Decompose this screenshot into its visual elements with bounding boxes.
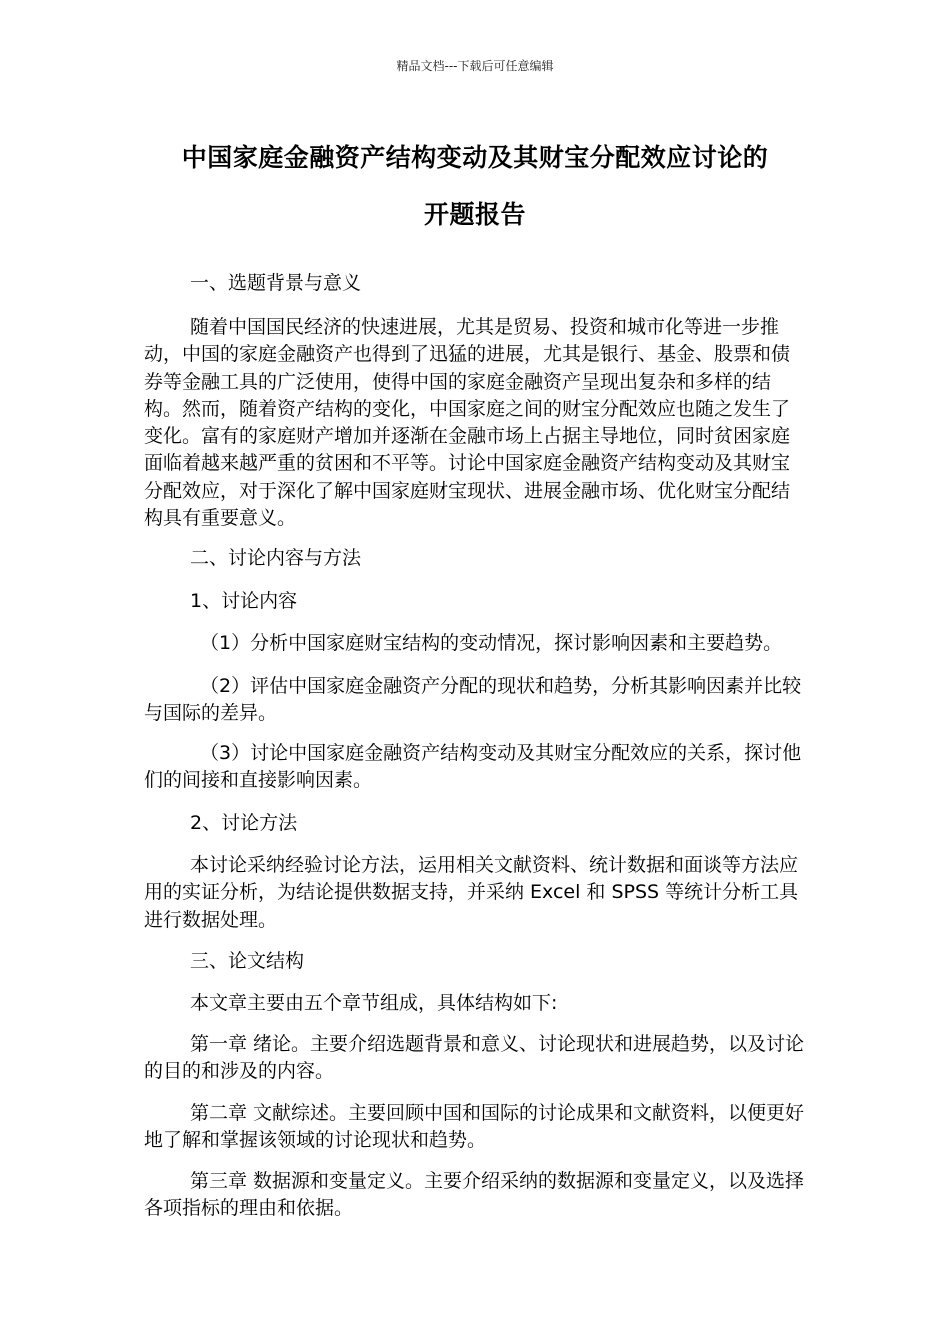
research-item-2: （2）评估中国家庭金融资产分配的现状和趋势，分析其影响因素并比较与国际的差异。 <box>144 675 802 725</box>
research-item-3: （3）讨论中国家庭金融资产结构变动及其财宝分配效应的关系，探讨他们的间接和直接影响因素。 <box>144 742 802 792</box>
section-3-heading: 三、论文结构 <box>190 950 305 972</box>
section-1-paragraph: 随着中国国民经济的快速进展，尤其是贸易、投资和城市化等进一步推动，中国的家庭金融资产也得到了迅猛的进展，尤其是银行、基金、股票和债券等金融工具的广泛使用，使得中国的家庭金融资产呈现出复杂和多样的结构。然而，随着资产结构的变化，中国家庭之间的财宝分配效应也随之发生了变化。富有的家庭财产增加并逐渐在金融市场上占据主导地位，同时贫困家庭面临着越来越严重的贫困和不平等。讨论中国家庭金融资产结构变动及其财宝分配效应，对于深化了解中国家庭财宝现状、进展金融市场、优化财宝分配结构具有重要意义。 <box>144 316 791 530</box>
header-note: 精品文档---下载后可任意编辑 <box>396 59 554 73</box>
document-title-line-2: 开题报告 <box>423 200 526 229</box>
structure-intro: 本文章主要由五个章节组成，具体结构如下: <box>190 992 558 1014</box>
chapter-1-description: 第一章 绪论。主要介绍选题背景和意义、讨论现状和进展趋势，以及讨论的目的和涉及的内容。 <box>144 1033 805 1083</box>
research-method-heading: 2、讨论方法 <box>190 812 298 834</box>
research-item-1: （1）分析中国家庭财宝结构的变动情况，探讨影响因素和主要趋势。 <box>200 632 783 654</box>
section-1-heading: 一、选题背景与意义 <box>190 272 362 294</box>
research-content-heading: 1、讨论内容 <box>190 590 298 612</box>
chapter-3-description: 第三章 数据源和变量定义。主要介绍采纳的数据源和变量定义，以及选择各项指标的理由和依据。 <box>144 1170 805 1220</box>
section-2-heading: 二、讨论内容与方法 <box>190 547 362 569</box>
chapter-2-description: 第二章 文献综述。主要回顾中国和国际的讨论成果和文献资料，以便更好地了解和掌握该领域的讨论现状和趋势。 <box>144 1102 805 1152</box>
research-method-paragraph: 本讨论采纳经验讨论方法，运用相关文献资料、统计数据和面谈等方法应用的实证分析，为结论提供数据支持，并采纳 Excel 和 SPSS 等统计分析工具进行数据处理。 <box>144 854 799 931</box>
document-title-line-1: 中国家庭金融资产结构变动及其财宝分配效应讨论的 <box>181 143 769 172</box>
